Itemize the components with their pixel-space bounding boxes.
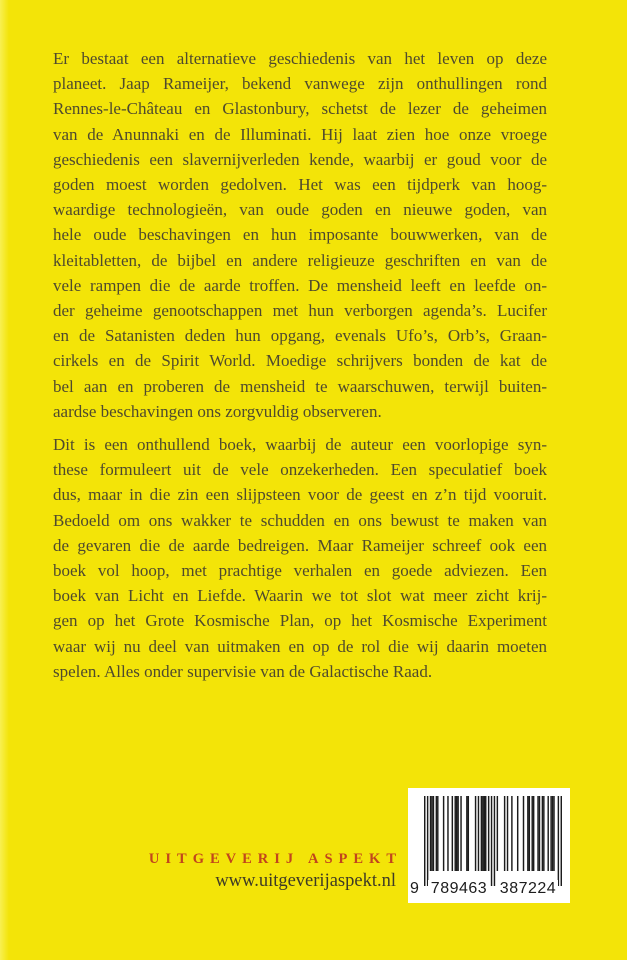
blurb-paragraph-1 [53, 46, 547, 424]
barcode-digit-group1: 789463 [428, 880, 490, 898]
blurb-line: boek vol hoop, met prachtige verhalen en goede adviezen. Een [53, 561, 547, 581]
blurb-line: waar wij nu deel van uitmaken en op de rol die wij daarin moeten [53, 636, 547, 656]
blurb-line: gen op het Grote Kosmische Plan, op het Kosmische Experiment [53, 611, 547, 631]
publisher-block [148, 851, 402, 892]
blurb-line: Rennes-le-Château en Glastonbury, schetst de lezer de geheimen [53, 99, 547, 119]
blurb-line: vele rampen die de aarde troffen. De mensheid leeft en leefde on- [53, 275, 547, 295]
blurb-line: Er bestaat een alternatieve geschiedenis van het leven op deze [53, 49, 547, 68]
barcode [408, 788, 570, 903]
blurb-line: boek van Licht en Liefde. Waarin we tot slot wat meer zicht krij- [53, 586, 547, 606]
barcode-bars-image [424, 796, 562, 886]
blurb-line: dus, maar in die zin een slijpsteen voor de geest en z’n tijd vooruit. [53, 485, 547, 505]
blurb-line: bel aan en proberen de mensheid te waarschuwen, terwijl buiten- [53, 376, 547, 396]
blurb-line: en de Satanisten deden hun opgang, evenals Ufo’s, Orb’s, Graan- [53, 326, 547, 346]
blurb-line: hele oude beschavingen en hun imposante bouwwerken, van de [53, 225, 547, 245]
blurb-line: Bedoeld om ons wakker te schudden en ons bewust te maken van [53, 510, 547, 530]
blurb-line: these formuleert uit de vele onzekerheden. Een speculatief boek [53, 460, 547, 480]
left-edge-highlight [0, 0, 9, 960]
blurb-line: Dit is een onthullend boek, waarbij de auteur een voorlopige syn- [53, 435, 547, 455]
barcode-digit-prefix: 9 [410, 880, 419, 897]
blurb-line: waardige technologieën, van oude goden en nieuwe goden, van [53, 200, 547, 220]
publisher-name: UITGEVERIJ ASPEKT [148, 851, 402, 867]
blurb-line: cirkels en de Spirit World. Moedige schrijvers bonden de kat de [53, 351, 547, 371]
blurb-line: aardse beschavingen ons zorgvuldig observeren. [53, 401, 382, 421]
barcode-digits [408, 880, 570, 901]
blurb-line: der geheime genootschappen met hun verborgen agenda’s. Lucifer [53, 301, 547, 321]
blurb-line: planeet. Jaap Rameijer, bekend vanwege zijn onthullingen rond [53, 74, 547, 94]
blurb-line: de gevaren die de aarde bedreigen. Maar Rameijer schreef ook een [53, 535, 547, 555]
blurb-paragraph-2 [53, 432, 547, 684]
blurb-line: geschiedenis een slavernijverleden kende, waarbij er goud voor de [53, 149, 547, 169]
publisher-website: www.uitgeverijaspekt.nl [215, 871, 396, 891]
blurb-text-block [53, 46, 547, 692]
blurb-line: kleitabletten, de bijbel en andere religieuze geschriften en van de [53, 250, 547, 270]
blurb-line: van de Anunnaki en de Illuminati. Hij laat zien hoe onze vroege [53, 124, 547, 144]
blurb-line: spelen. Alles onder supervisie van de Galactische Raad. [53, 661, 433, 681]
barcode-digit-group2: 387224 [499, 880, 557, 897]
blurb-line: goden moest worden gedolven. Het was een tijdperk van hoog- [53, 175, 547, 195]
